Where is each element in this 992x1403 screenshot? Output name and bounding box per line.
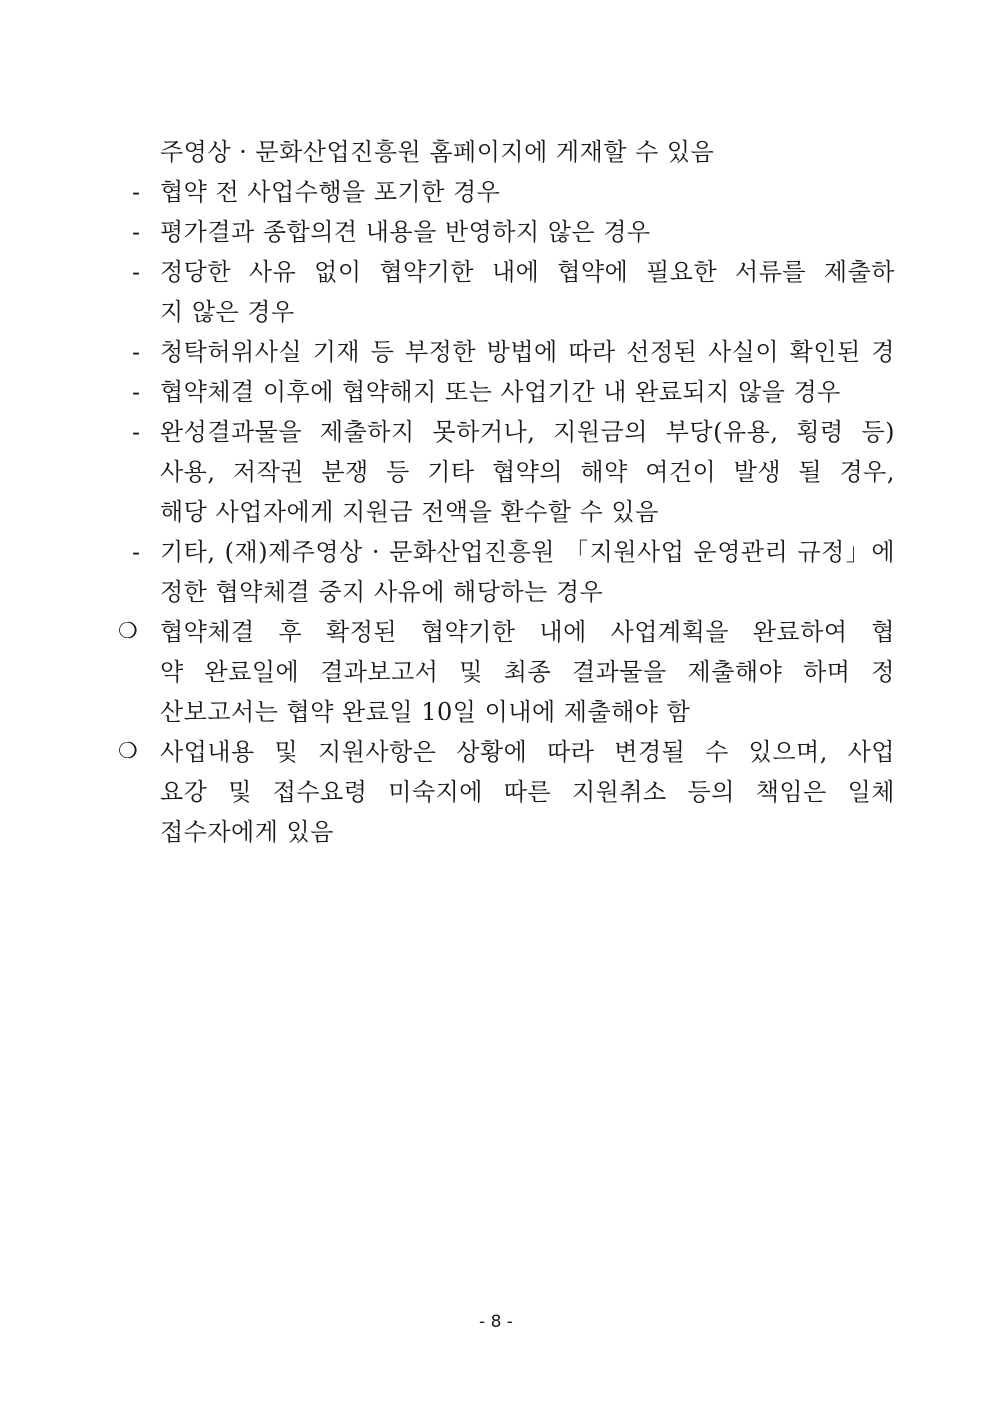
item-line: 평가결과 종합의견 내용을 반영하지 않은 경우 xyxy=(160,218,651,246)
dash-bullet: - xyxy=(132,218,141,246)
dash-list-item xyxy=(0,332,992,372)
circle-list-item xyxy=(0,612,992,732)
item-line: 요강 및 접수요령 미숙지에 따른 지원취소 등의 책임은 일체 xyxy=(160,778,895,806)
dash-list-item xyxy=(0,212,992,252)
dash-bullet: - xyxy=(132,258,141,286)
page-number: - 8 - xyxy=(479,1312,513,1332)
dash-list-item xyxy=(0,372,992,412)
item-line: 정한 협약체결 중지 사유에 해당하는 경우 xyxy=(160,578,604,606)
item-line: 접수자에게 있음 xyxy=(160,818,334,846)
dash-bullet: - xyxy=(132,378,141,406)
document-body xyxy=(0,132,992,852)
item-line: 협약체결 후 확정된 협약기한 내에 사업계획을 완료하여 협 xyxy=(160,618,895,646)
item-line: 약 완료일에 결과보고서 및 최종 결과물을 제출해야 하며 정 xyxy=(160,658,895,686)
item-line: 청탁허위사실 기재 등 부정한 방법에 따라 선정된 사실이 확인된 경 xyxy=(160,338,895,366)
item-line: 협약 전 사업수행을 포기한 경우 xyxy=(160,178,501,206)
circle-list-item xyxy=(0,732,992,852)
dash-bullet: - xyxy=(132,418,141,446)
item-line: 협약체결 이후에 협약해지 또는 사업기간 내 완료되지 않을 경우 xyxy=(160,378,841,406)
item-line: 완성결과물을 제출하지 못하거나, 지원금의 부당(유용, 횡령 등) xyxy=(160,418,895,446)
dash-list-item xyxy=(0,252,992,332)
dash-list-item xyxy=(0,412,992,532)
item-line: 지 않은 경우 xyxy=(160,298,295,326)
item-line: 해당 사업자에게 지원금 전액을 환수할 수 있음 xyxy=(160,498,659,526)
dash-bullet: - xyxy=(132,338,141,366)
dash-list-item xyxy=(0,172,992,212)
circle-bullet-icon: ❍ xyxy=(118,739,138,764)
continuation-text: 주영상 · 문화산업진흥원 홈페이지에 게재할 수 있음 xyxy=(160,138,715,166)
dash-list-item xyxy=(0,532,992,612)
dash-bullet: - xyxy=(132,178,141,206)
item-line: 사업내용 및 지원사항은 상황에 따라 변경될 수 있으며, 사업 xyxy=(160,738,895,766)
item-line: 기타, (재)제주영상 · 문화산업진흥원 「지원사업 운영관리 규정」에 xyxy=(160,538,895,566)
item-line: 사용, 저작권 분쟁 등 기타 협약의 해약 여건이 발생 될 경우, xyxy=(160,458,895,486)
item-line: 정당한 사유 없이 협약기한 내에 협약에 필요한 서류를 제출하 xyxy=(160,258,895,286)
dash-bullet: - xyxy=(132,538,141,566)
continuation-line xyxy=(0,132,992,172)
item-line: 산보고서는 협약 완료일 10일 이내에 제출해야 함 xyxy=(160,698,691,726)
circle-bullet-icon: ❍ xyxy=(118,619,138,644)
